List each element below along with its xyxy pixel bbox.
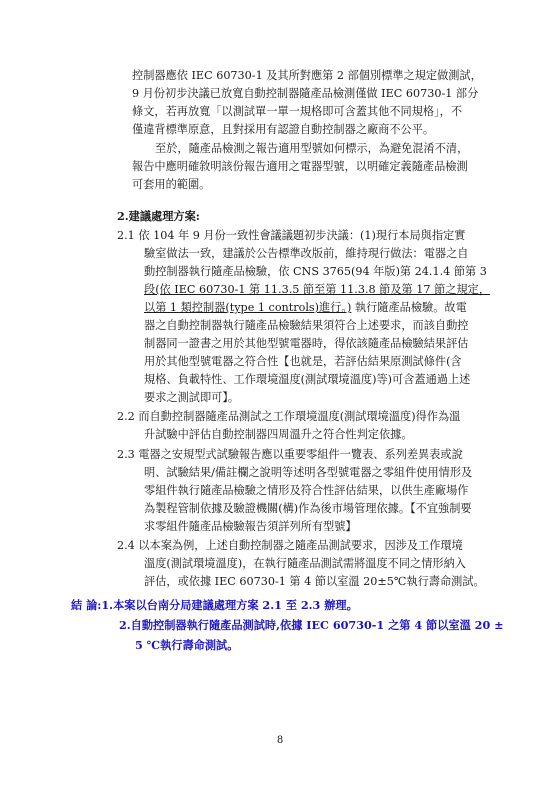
conclusion-line: 5 ℃執行壽命測試。: [135, 638, 239, 652]
item-2-4-line: 評估，或依據 IEC 60730-1 第 4 節以室溫 20±5℃執行壽命測試。: [144, 575, 485, 588]
item-2-2-line: 2.2 而自動控制器隨產品測試之工作環境溫度(測試環境溫度)得作為溫: [117, 410, 461, 423]
item-2-3-line: 求零組件隨產品檢驗報告須詳列所有型號】: [144, 520, 357, 533]
item-2-4-line: 溫度(測試環境溫度)，在執行隨產品測試需將溫度不同之情形納入: [144, 557, 466, 570]
paragraph-1-line: 控制器應依 IEC 60730-1 及其所對應第 2 部個別標準之規定做測試，: [132, 69, 482, 82]
paragraph-2-line: 報告中應明確敘明該份報告適用之電器型號，以明確定義隨產品檢測: [132, 160, 468, 173]
paragraph-1-line: 僅違背標準原意，且對採用有認證自動控制器之廠商不公平。: [132, 123, 435, 136]
item-2-3-line: 2.3 電器之安規型式試驗報告應以重要零組件一覽表、系列差異表或說: [117, 448, 463, 461]
conclusion-line: 2.自動控制器執行隨產品測試時,依據 IEC 60730-1 之第 4 節以室溫 20 ±: [119, 618, 504, 632]
item-2-1-line: 驗室做法一致，建議於公告標準改版前，維持現行做法：電器之自: [144, 247, 469, 260]
item-2-1-line: 用於其他型號電器之符合性【也就是，若評估結果原測試條件(含: [144, 355, 462, 368]
item-2-1-line: 要求之測試即可】。: [144, 391, 240, 404]
item-2-2-line: 升試驗中評估自動控制器四周溫升之符合性判定依據。: [144, 428, 413, 441]
item-2-3-line: 為製程管制依據及驗證機關(構)作為後市場管理依據。【不宜強制要: [144, 502, 472, 515]
item-2-3-line: 明、試驗結果/備註欄之說明等述明各型號電器之零組件使用情形及: [144, 466, 473, 479]
item-2-1-line: 制器同一證書之用於其他型號電器時，得依該隨產品檢驗結果評估: [144, 337, 469, 350]
section-heading: 2.建議處理方案:: [117, 209, 200, 223]
paragraph-2-line: 可套用的範圍。: [132, 178, 211, 191]
paragraph-2-line: 至於，隨產品檢測之報告適用型號如何標示，為避免混淆不清，: [155, 142, 469, 155]
page-number: 8: [276, 735, 284, 746]
item-2-1-line-underlined: 段(依 IEC 60730-1 第 11.3.5 節至第 11.3.8 節及第 17 節之規定，: [144, 283, 491, 296]
item-2-1-line: 器之自動控制器執行隨產品檢驗結果須符合上述要求，而該自動控: [144, 319, 469, 332]
plain-text: 執行隨產品檢驗。故電: [354, 301, 467, 314]
paragraph-1-line: 條文，若再放寬「以測試單一單一規格即可含蓋其他不同規格」，不: [132, 105, 463, 118]
conclusion-line: 結 論:1.本案以台南分局建議處理方案 2.1 至 2.3 辦理。: [71, 598, 358, 612]
item-2-4-line: 2.4 以本案為例，上述自動控制器之隨產品測試要求，因涉及工作環境: [117, 539, 463, 552]
underlined-text: 以第 1 類控制器(type 1 controls)進行。): [144, 301, 352, 314]
item-2-1-line: 動控制器執行隨產品檢驗，依 CNS 3765(94 年版)第 24.1.4 節第 3: [144, 265, 487, 278]
item-2-3-line: 零組件執行隨產品檢驗之情形及符合性評估結果，以供生產廠場作: [144, 484, 469, 497]
paragraph-1-line: 9 月份初步決議已放寬自動控制器隨產品檢測僅做 IEC 60730-1 部分: [132, 87, 479, 100]
item-2-1-line: 2.1 依 104 年 9 月份一致性會議議題初步決議：(1)現行本局與指定實: [117, 229, 466, 242]
item-2-1-line: [144, 301, 467, 315]
item-2-1-line: 規格、負載特性、工作環境溫度(測試環境溫度)等)可含蓋通過上述: [144, 373, 471, 386]
